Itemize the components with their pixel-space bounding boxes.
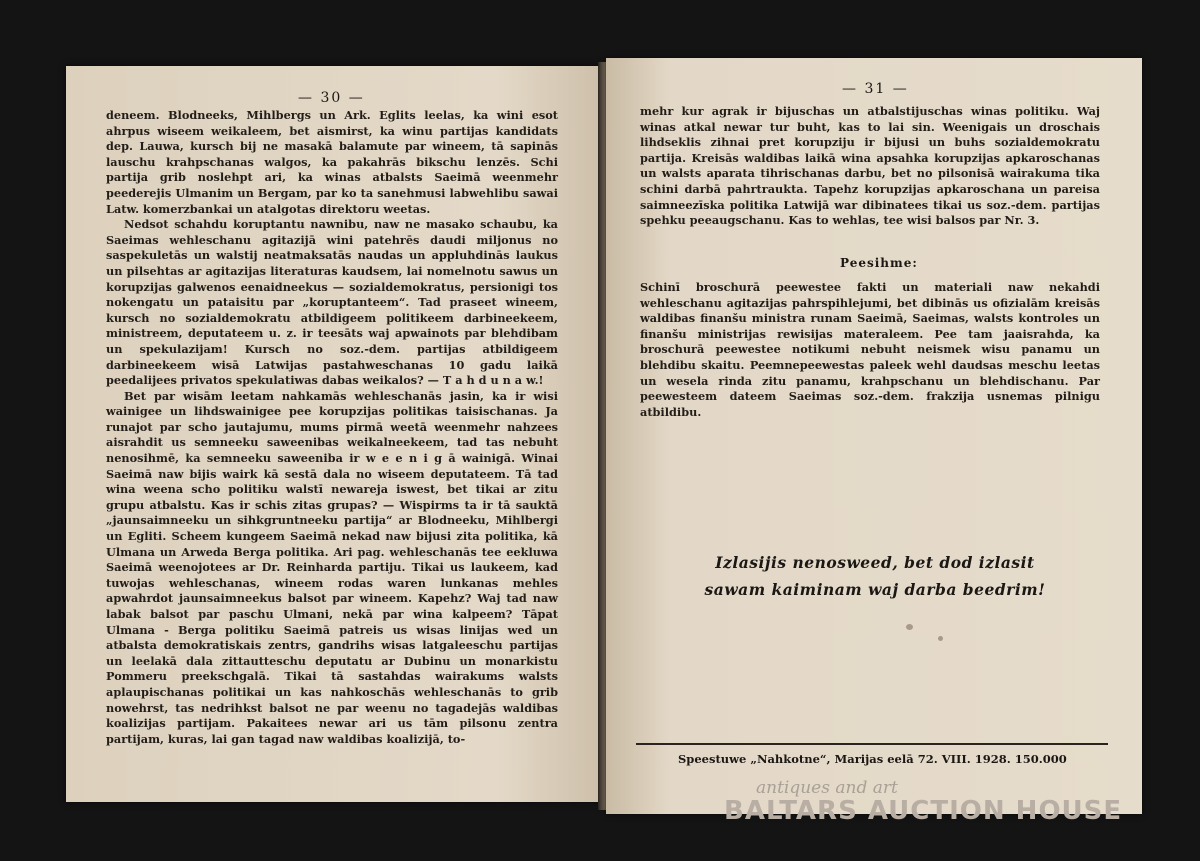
paper-stain xyxy=(938,636,943,641)
note-title: Peesihme: xyxy=(840,256,918,270)
paper-stain xyxy=(906,624,913,630)
left-paragraph-3: Bet par wisām leetam nahkamās wehleschanās jasin, ka ir wisi wainigee un lihdswainigee pee korupzijas politikas taisischanas. Ja runajot par scho jautajumu, mums pirmā weetā weenmehr nahzees aisrahdit us semneeku saweenibas weikalneekeem, tad tas nebuht nenosihmē, ka semneeku saweeniba ir w e e n i g ā wainigā. Winai Saeimā naw bijis wairk kā sestā dala no wiseem deputateem. Tā tad wina weena scho politiku walstī newareja iswest, bet tikai ar zitu grupu atbalstu. Kas ir schis zitas grupas? — Wispirms ta ir tā sauktā „jaunsaimneeku un sihkgruntneeku partija“ ar Blodneeku, Mihlbergi un Egliti. Scheem kungeem Saeimā nekad naw bijusi zita politika, kā Ulmana un Arweda Berga politika. Ari pag. wehleschanās tee eekluwa Saeimā weenojotees ar Dr. Reinharda partiju. Tikai us laukeem, kad tuwojas wehleschanas, wineem rodas waren lunkanas mehles apwahrdot jaunsaimneekus balsot par wineem. Kapehz? Waj tad naw labak balsot par paschu Ulmani, nekā par wina kalpeem? Tāpat Ulmana - Berga politiku Saeimā patreis us wisas linijas wed un atbalsta demokratiskais zentrs, gandrihs wisas latgaleeschu partijas un leelakā dala zittautteschu deputatu ar Dubinu un monarkistu Pommeru preekschgalā. Tikai tā sastahdas wairakums walsts aplaupischanas politikai un kas nahkoschās wehleschanās to grib nowehrst, tas nedrihkst balsot ne par weenu no tagadejās waldibas koalizijas partijam. Pakaitees newar ari us tām pilsonu zentra partijam, kuras, lai gan tagad naw waldibas koalizijā, to- xyxy=(106,388,558,746)
slogan-line-1: Izlasijis nenosweed, bet dod izlasit xyxy=(715,553,1035,572)
right-page-body: mehr kur agrak ir bijuschas un atbalstijuschas winas politiku. Waj winas atkal newar tur buht, kas to lai sin. Weenigais un droschais lihdseklis zihnai pret korupziju ir bijusi un buhs sozialdemokratu partija. Kreisās waldibas laikā wina apsahka korupzijas apkaroschanas un walsts aparata tihrischanas darbu, bet no pilsonisā wairakuma tika schini darbā pahrtraukta. Tapehz korupzijas apkaroschana un pareisa saimneezīska politika Latwijā war dibinatees tikai us soz.-dem. partijas spehku peeaugschanu. Kas to wehlas, tee wisi balsos par Nr. 3. xyxy=(640,104,1100,228)
closing-slogan xyxy=(690,549,1060,603)
slogan-line-2: sawam kaiminam waj darba beedrim! xyxy=(704,580,1046,599)
left-page-body xyxy=(106,108,558,747)
page-number-left: — 30 — xyxy=(298,90,365,106)
printer-imprint: Spеestuwe „Nahkotne“, Marijas eelā 72. VIII. 1928. 150.000 xyxy=(678,752,1067,766)
left-paragraph-1: deneem. Blodneeks, Mihlbergs un Ark. Eglits leelas, ka wini esot ahrpus wiseem weikaleem, bet aismirst, ka winu partijas kandidats dep. Lauwa, kursch bij ne masakā balamute par wineem, tā sapinās lauschu krahpschanas walgos, ka pakahrās bikschu lenzēs. Schi partija grib noslehpt ari, ka winas atbalsts Saeimā weenmehr peederejis Ulmanim un Bergam, par ko ta sanehmusi labwehlibu sawai Latw. komerzbankai un atalgotas direktoru weetas. xyxy=(106,108,558,216)
left-paragraph-2: Nedsot schahdu koruptantu nawnibu, naw ne masako schaubu, ka Saeimas wehleschanu agitazijā wini patehrēs daudi miljonus no saspekuletās un walstij neatmaksatās naudas un appluhdinās laukus un pilsehtas ar agitazijas literaturas kaudsem, lai nomelnotu sawus un korupzijas galwenos eenaidneekus — sozialdemokratus, persionigi tos nokengatu un pataisitu par „koruptanteem“. Tad praseet wineem, kursch no sozialdemokratu atbildigeem politikeem darbineekeem, ministreem, deputateem u. z. ir teesāts waj apwainots par blehdibam un spekulazijam! Kursch no soz.-dem. partijas atbildigeem darbineekeem wisā Latwijas pastahweschanas 10 gadu laikā peedalijees privatos spekulatiwas dabas weikalos? — T a h d u n a w.! xyxy=(106,217,558,388)
imprint-rule xyxy=(636,743,1108,745)
note-body: Schinī broschurā peewestee fakti un materiali naw nekahdi wehleschanu agitazijas pahrspihlejumi, bet dibinās us ofizialām kreisās waldibas finanšu ministra runam Saeimā, Saeimas, walsts kontroles un finanšu ministrijas rewisijas materaleem. Pee tam jaaisrahda, ka broschurā peewestee notikumi nebuht neismek wisu panamu un blehdibu skaitu. Peemnepeewestas paleek wehl daudsas meschu leetas un wesela rinda zitu panamu, krahpschanu un blehdischanu. Par peewesteem dateem Saeimas soz.-dem. frakzija usnemas pilnigu atbildibu. xyxy=(640,280,1100,419)
watermark-brand: BALTARS AUCTION HOUSE xyxy=(724,796,1123,826)
watermark-tagline: antiques and art xyxy=(756,778,898,798)
page-number-right: — 31 — xyxy=(842,81,909,97)
